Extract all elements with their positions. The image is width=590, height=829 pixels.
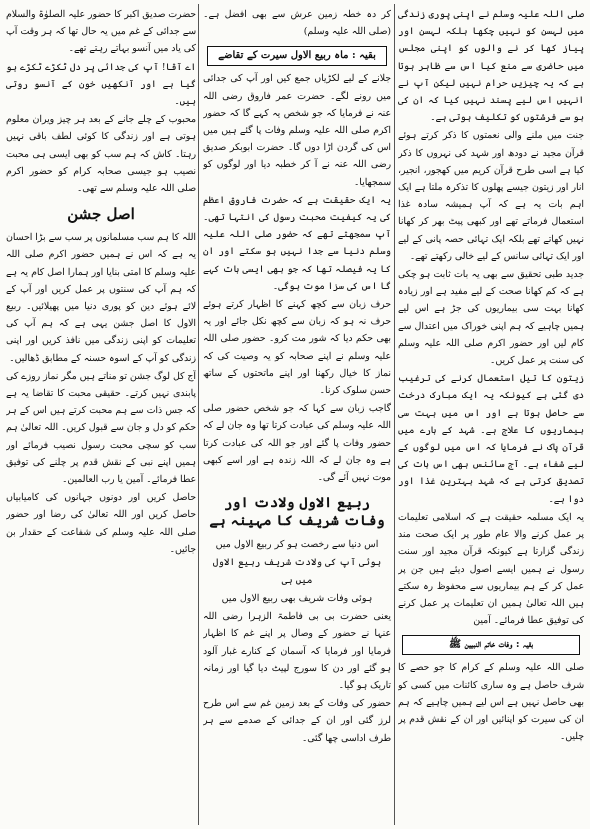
- article-paragraph: اللہ کا ہم سب مسلمانوں پر سب سے بڑا احسان یہ ہے کہ اس نے ہمیں حضور اکرم صلی اللہ علیہ وسلم کا امتی بنایا اور ہمارا اصل کام یہ ہے کہ ہم آپ کی سنتوں پر عمل کریں اور آپ کے لائے ہوئے دین کو پوری دنیا میں پھیلائیں۔ ربیع الاول کا اصل جشن یہی ہے کہ ہم آپ کی تعلیمات کو اپنی زندگی میں نافذ کریں اور اپنی زندگی کو آپ کے اسوہ حسنہ کے مطابق ڈھالیں۔: [6, 232, 196, 364]
- article-paragraph: گاجب زبان سے کہا کہ جو شخص حضور صلی اللہ علیہ وسلم کی عبادت کرتا تھا وہ جان لے کہ حضور وفات پا گئے اور جو اللہ کی عبادت کرتا ہے وہ جان لے کہ اللہ زندہ ہے اور اسے کبھی موت نہیں آئے گی۔: [203, 403, 391, 484]
- article-paragraph: جلانے کے لیے لکڑیاں جمع کیں اور آپ کی جدائی میں رونے لگے۔ حضرت عمر فاروق رضی اللہ عنہ نے فرمایا کہ جو شخص یہ کہے گا کہ حضور اکرم صلی اللہ علیہ وسلم وفات پا گئے ہیں میں اس کی گردن اڑا دوں گا۔ حضرت ابوبکر صدیق رضی اللہ عنہ نے آ کر خطبہ دیا اور لوگوں کو سمجھایا۔: [203, 73, 391, 188]
- article-paragraph: یہ ایک حقیقت ہے کہ حضرت فاروق اعظم کی یہ کیفیت محبت رسول کی انتہا تھی۔ آپ سمجھتے تھے کہ حضور صلی اللہ علیہ وسلم دنیا سے جدا نہیں ہو سکتے اور ان کا یہ فیصلہ تھا کہ جو بھی ایسی بات کہے گا اس کی سزا موت ہوگی۔: [203, 194, 391, 292]
- verse-line: ہوئی وفات شریف بھی ربیع الاول میں: [221, 592, 373, 604]
- article-paragraph: جنت میں ملنے والی نعمتوں کا ذکر کرتے ہوئے قرآن مجید نے دودھ اور شہد کی نہروں کا ذکر کیا ہے اسی طرح قرآن کریم میں کھجور، انجیر، انار اور زیتون جیسے پھلوں کا تذکرہ ملتا ہے ایک اہم بات یہ ہے کہ آپ ہمیشہ سادہ غذا استعمال فرماتے تھے اور کبھی پیٹ بھر کر کھانا نہیں کھاتے تھے بلکہ ایک تہائی حصہ پانی کے لیے اور ایک تہائی سانس کے لیے خالی رکھتے تھے۔: [398, 130, 584, 262]
- article-paragraph: زیتون کا تیل استعمال کرنے کی ترغیب دی گئی ہے کیونکہ یہ ایک مبارک درخت سے حاصل ہوتا ہے اور اس میں بہت سی بیماریوں کا علاج ہے۔ شہد کے بارے میں قرآن پاک نے فرمایا کہ اس میں لوگوں کے لیے شفاء ہے۔ آج سائنس بھی اس بات کی تصدیق کرتی ہے کہ شہد بہترین غذا اور دوا ہے۔: [398, 373, 584, 505]
- continuation-box-title: بقیہ : وفات خاتم النبیین ﷺ: [402, 635, 580, 655]
- article-paragraph: آج کل لوگ جشن تو مناتے ہیں مگر نماز روزے کی پابندی نہیں کرتے۔ حقیقی محبت کا تقاضا یہ ہے کہ جس ذات سے ہم محبت کرتے ہیں اس کے ہر حکم کو دل و جان سے قبول کریں۔ اللہ تعالیٰ ہم سب کو سچی محبت رسول نصیب فرمائے اور ہمیں اپنے نبی کے نقش قدم پر چلنے کی توفیق عطا فرمائے۔ آمین یا رب العالمین۔: [6, 370, 196, 486]
- article-paragraph: یعنی حضرت بی بی فاطمۃ الزہرا رضی اللہ عنہا نے حضور کے وصال پر اپنے غم کا اظہار فرمایا اور فرمایا کہ آسمان کے کنارے غبار آلود ہو گئے اور دن کا سورج لپیٹ دیا گیا اور زمانہ تاریک ہو گیا۔: [203, 611, 391, 691]
- article-paragraph: جدید طبی تحقیق سے بھی یہ بات ثابت ہو چکی ہے کہ کم کھانا صحت کے لیے مفید ہے اور زیادہ کھانا بہت سی بیماریوں کی جڑ ہے اس لیے ہمیں چاہیے کہ ہم اپنی خوراک میں اعتدال سے کام لیں اور حضور اکرم صلی اللہ علیہ وسلم کی سنت پر عمل کریں۔: [398, 269, 584, 367]
- continuation-box-title: بقیہ : ماہ ربیع الاول سیرت کے تقاضے: [207, 46, 387, 66]
- column-divider: [198, 4, 199, 825]
- left-column: [6, 6, 196, 825]
- article-paragraph: صلی اللہ علیہ وسلم نے اپنی پوری زندگی میں لہسن کو نہیں چکھا بلکہ لہسن اور پیاز کھا کر نے والوں کو اپنی مجلس میں حاضری سے منع کیا اس سے ظاہر ہوتا ہے کہ یہ چیزیں حرام نہیں لیکن آپ نے انہیں اس لیے پسند نہیں کیا کہ ان کی بو سے فرشتوں کو تکلیف ہوتی ہے۔: [398, 9, 584, 124]
- article-paragraph: کر دہ خطہ زمین عرش سے بھی افضل ہے۔ (صلی اللہ علیہ وسلم): [203, 9, 391, 38]
- article-paragraph: حضرت صدیق اکبر کا حضور علیہ الصلوٰۃ والسلام سے جدائی کے غم میں یہ حال تھا کہ ہر وقت آپ کی یاد میں آنسو بہاتے رہتے تھے۔: [6, 9, 196, 55]
- article-paragraph: حضور کی وفات کے بعد زمین غم سے اس طرح لرز گئی اور ان کے جدائی کے صدمے سے ہر طرف اداسی چھا گئی۔: [203, 698, 391, 744]
- section-heading: ربیع الاول ولادت اور وفات شریف کا مہینہ ہے: [209, 495, 385, 530]
- article-paragraph: محبوب کے چلے جانے کے بعد ہر چیز ویران معلوم ہوتی ہے اور زندگی کا کوئی لطف باقی نہیں رہتا۔ کاش کہ ہم سب کو بھی ایسی ہی محبت نصیب ہو جیسی صحابہ کرام کو حضور اکرم صلی اللہ علیہ وسلم سے تھی۔: [6, 114, 196, 195]
- middle-column: [203, 6, 391, 825]
- article-paragraph: حاصل کریں اور دونوں جہانوں کی کامیابیاں حاصل کریں اور اللہ تعالیٰ کی رضا اور حضور صلی اللہ علیہ وسلم کی شفاعت کے حقدار بن جائیں۔: [6, 492, 196, 555]
- verse-line: ہوئی آپ کی ولادت شریف ربیع الاول میں ہی: [212, 557, 382, 586]
- verse-line: اس دنیا سے رخصت ہو کر ربیع الاول میں: [215, 539, 379, 551]
- right-column: [398, 6, 584, 825]
- article-paragraph: صلی اللہ علیہ وسلم کے کرام کا جو حصے کا شرف حاصل ہے وہ ساری کائنات میں کسی کو بھی حاصل نہیں ہے اس لیے ہمیں چاہیے کہ ہم ان کی سیرت کو اپنائیں اور ان کے نقش قدم پر چلیں۔: [398, 662, 584, 743]
- section-heading: اصل جشن: [67, 205, 135, 224]
- article-paragraph: حرف زبان سے کچھ کہنے کا اظہار کرتے ہوئے حرف نہ ہو کہ زبان سے کچھ نکل جائے اور یہ بھی حکم دیا کہ شور مت کرو۔ حضور صلی اللہ علیہ وسلم نے اپنے صحابہ کو یہ وصیت کی کہ نماز کا خیال رکھنا اور اپنے ماتحتوں کے ساتھ حسن سلوک کرنا۔: [203, 299, 391, 397]
- article-paragraph: یہ ایک مسلمہ حقیقت ہے کہ اسلامی تعلیمات پر عمل کرنے والا عام طور پر ایک صحت مند زندگی گزارتا ہے کیونکہ قرآن مجید اور سنت رسول نے ہمیں ایسے اصول دیئے ہیں جن پر عمل کر کے ہم بیماریوں سے محفوظ رہ سکتے ہیں اللہ تعالیٰ ہمیں ان تعلیمات پر عمل کرنے کی توفیق عطا فرمائے۔ آمین: [398, 511, 584, 627]
- column-divider: [394, 4, 395, 825]
- article-paragraph: اے آقا! آپ کی جدائی پر دل ٹکڑے ٹکڑے ہو گیا ہے اور آنکھیں خون کے آنسو روتی ہیں۔: [6, 61, 196, 108]
